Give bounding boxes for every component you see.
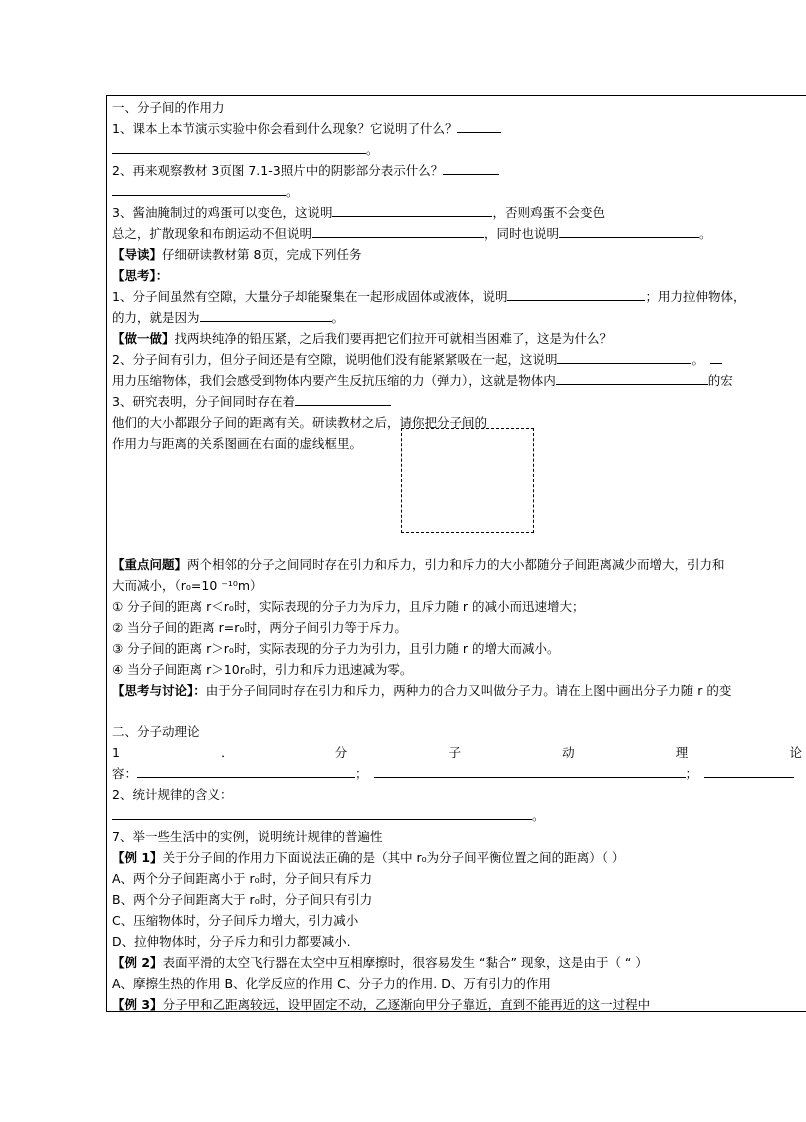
example-1-a: A、两个分子间距离小于 r₀时，分子间只有斥力: [112, 871, 373, 886]
example-1: 【例 1】关于分子间的作用力下面说法正确的是（其中 r₀为分子间平衡位置之间的距离）（ ）: [112, 850, 625, 865]
doit-line: 【做一做】找两块纯净的铅压紧，之后我们要再把它们拉开可就相当困难了，这是为什么？: [112, 331, 613, 346]
question-3: 3、酱油腌制过的鸡蛋可以变色，这说明 ，否则鸡蛋不会变色: [112, 205, 605, 220]
question-1: 1、课本上本节演示实验中你会看到什么现象？它说明了什么？: [112, 120, 501, 137]
drawing-box[interactable]: [401, 428, 534, 533]
doit-3: 3、研究表明，分子间同时存在着: [112, 393, 391, 410]
example-1-c: C、压缩物体时，分子间斥力增大，引力减小: [112, 913, 359, 928]
think-label: 【思考】：: [112, 268, 169, 283]
statistics-question: 2、统计规律的含义：: [112, 787, 233, 802]
doit-2: 2、分子间有引力，但分子间还是有空隙，说明他们没有能紧紧吸在一起，这说明 。: [112, 351, 722, 368]
key-point-cont: 大而减小，（r₀=10 ⁻¹⁰m）: [112, 578, 263, 593]
doit-3-cont2: 作用力与距离的关系图画在右面的虚线框里。: [112, 436, 363, 451]
example-2: 【例 2】表面平滑的太空飞行器在太空中互相摩擦时，很容易发生 “黏合” 现象，这是由于（ “ ）: [112, 955, 648, 970]
question-7: 7、举一些生活中的实例，说明统计规律的普遍性: [112, 829, 383, 844]
doit-3-cont: 他们的大小都跟分子间的距离有关。研读教材之后，请你把分子间的: [112, 415, 488, 430]
example-3: 【例 3】分子甲和乙距离较远，设甲固定不动，乙逐渐向甲分子靠近，直到不能再近的这一过程中: [112, 997, 651, 1012]
example-1-b: B、两个分子间距离大于 r₀时，分子间只有引力: [112, 892, 373, 907]
question-1-answer: 。: [112, 141, 379, 158]
key-item-4: ④ 当分子间距离 r＞10r₀时，引力和斥力迅速减为零。: [112, 662, 413, 677]
doit-2-cont: 用力压缩物体，我们会感受到物体内要产生反抗压缩的力（弹力），这就是物体内 的宏: [112, 373, 733, 388]
key-item-3: ③ 分子间的距离 r＞r₀时，实际表现的分子力为引力，且引力随 r 的增大而减小。: [112, 641, 560, 656]
think-1-cont: 的力，就是因为 。: [112, 310, 345, 325]
section-1-title: 一、分子间的作用力: [112, 100, 225, 115]
section-2-title: 二、分子动理论: [112, 724, 200, 739]
key-item-2: ② 当分子间的距离 r=r₀时，两分子间引力等于斥力。: [112, 620, 407, 635]
question-2-answer: 。: [112, 183, 299, 200]
kinetic-theory-content: 容： ； ；: [112, 765, 794, 782]
question-3-cont: 总之，扩散现象和布朗运动不但说明 ，同时也说明 。: [112, 226, 712, 241]
guide-line: 【导读】仔细研读教材第 8页，完成下列任务: [112, 247, 362, 262]
statistics-answer: 。: [112, 807, 545, 824]
discuss-line: 【思考与讨论】：由于分子间同时存在引力和斥力，两种力的合力又叫做分子力。请在上图中画出分子力随 r 的变: [112, 683, 732, 698]
kinetic-theory-heading: 1 ． 分 子 动 理 论: [112, 745, 802, 760]
example-1-d: D、拉伸物体时，分子斥力和引力都要减小.: [112, 934, 351, 949]
question-2: 2、再来观察教材 3页图 7.1-3照片中的阴影部分表示什么？: [112, 162, 499, 179]
key-point: 【重点问题】两个相邻的分子之间同时存在引力和斥力，引力和斥力的大小都随分子间距离减少而增大，引力和: [112, 557, 725, 572]
example-2-options: A、摩擦生热的作用 B、化学反应的作用 C、分子力的作用. D、万有引力的作用: [112, 976, 551, 991]
think-1: 1、分子间虽然有空隙，大量分子却能聚集在一起形成固体或液体，说明 ；用力拉伸物体，: [112, 289, 746, 304]
key-item-1: ① 分子间的距离 r＜r₀时，实际表现的分子力为斥力，且斥力随 r 的减小而迅速增大；: [112, 599, 585, 614]
